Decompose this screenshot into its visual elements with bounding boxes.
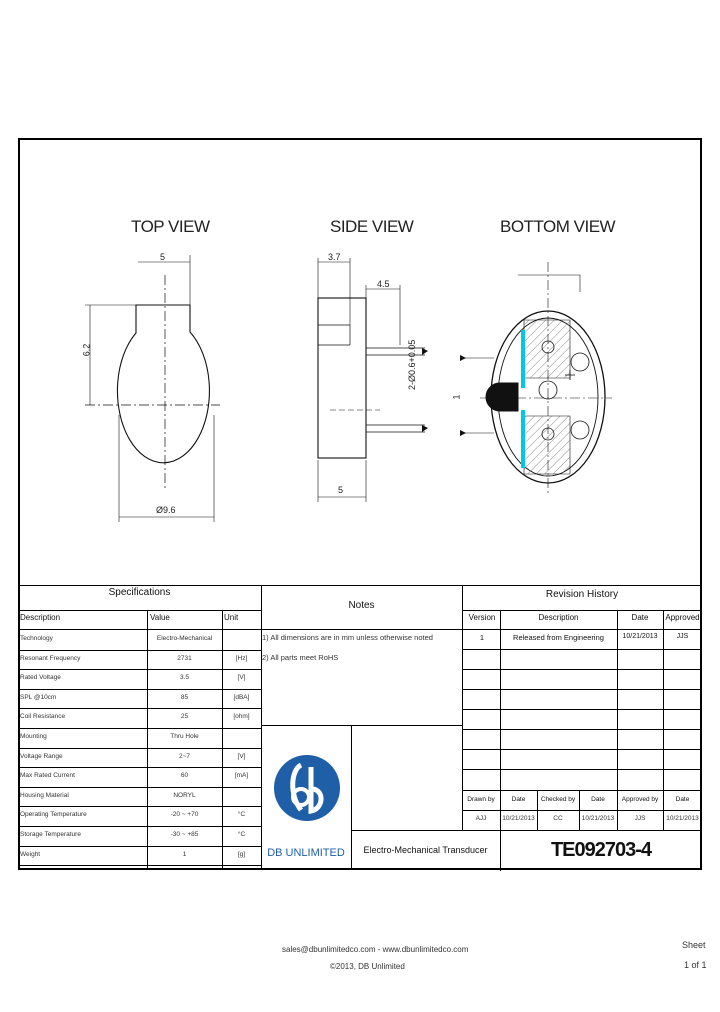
specs-col-value: Value [150, 613, 170, 622]
db-logo-icon [261, 725, 351, 845]
drawn-by: AJJ [475, 815, 487, 822]
spec-cell-v: 60 [180, 772, 189, 780]
spec-cell-u: [dBA] [233, 693, 250, 701]
spec-cell-v: Electro-Mechanical [156, 635, 213, 642]
checked-by-label: Checked by [540, 796, 576, 803]
revision-row-line [462, 629, 702, 630]
revision-row-line [462, 709, 702, 710]
drawn-by-label: Drawn by [467, 796, 495, 803]
revision-col-approved: Approved [665, 613, 700, 622]
signoff-block [462, 790, 702, 831]
note-line-2: 2) All parts meet RoHS [262, 653, 339, 662]
dim-top-height: 6.2 [81, 343, 92, 357]
revision-title: Revision History [545, 589, 619, 600]
dim-bottom-left: 1 [451, 394, 462, 400]
checked-by: CC [553, 815, 563, 822]
spec-row-line [18, 865, 261, 866]
revision-col-version: Version [468, 613, 496, 622]
dim-top-diameter: Ø9.6 [156, 505, 176, 515]
notes-header-line [261, 629, 462, 630]
spec-cell-d: Max Rated Current [20, 772, 75, 780]
spec-cell-d: Rated Voltage [20, 674, 61, 682]
spec-cell-v: 3.5 [179, 674, 190, 682]
top-view-title: TOP VIEW [131, 217, 210, 236]
spec-cell-d: Weight [20, 850, 41, 858]
specs-col-unit: Unit [224, 613, 239, 622]
spec-cell-u: [mA] [234, 772, 249, 780]
revision-approved: JJS [676, 633, 689, 640]
spec-cell-d: Housing Material [20, 791, 69, 799]
revision-row-line [462, 669, 702, 670]
spec-cell-v: 1 [182, 850, 187, 858]
revision-version: 1 [479, 633, 485, 642]
revision-col-description: Description [538, 613, 579, 622]
spec-cell-d: Technology [20, 635, 53, 642]
top-view [85, 255, 220, 522]
spec-cell-v: -20 ~ +70 [170, 811, 199, 819]
checked-date-label: Date [591, 796, 605, 803]
specs-rows-top [18, 629, 261, 630]
signoff-mid-line [462, 810, 702, 811]
logo-block [261, 725, 352, 870]
spec-cell-v: NORYL [173, 791, 196, 799]
footer-copyright: ©2013, DB Unlimited [330, 962, 405, 971]
drawn-date-label: Date [511, 796, 526, 803]
spec-cell-u: [g] [237, 850, 246, 858]
spec-cell-v: 85 [180, 693, 189, 701]
notes-title: Notes [348, 600, 375, 611]
revision-block [462, 585, 702, 790]
revision-date: 10/21/2013 [622, 633, 658, 640]
spec-row-line [18, 767, 261, 768]
spec-cell-v: 2731 [177, 654, 192, 662]
approved-date-label: Date [675, 796, 690, 803]
revision-row-line [462, 649, 702, 650]
dim-side-bottom: 5 [338, 485, 344, 495]
spec-row-line [18, 728, 261, 729]
spec-row-line [18, 650, 261, 651]
specifications-block [18, 585, 262, 870]
part-description: Electro-Mechanical Transducer [363, 845, 488, 855]
notes-block [261, 585, 463, 726]
spec-cell-v: 2~7 [178, 752, 191, 760]
revision-col-date: Date [631, 613, 649, 622]
footer-contact[interactable]: sales@dbunlimitedco.com - www.dbunlimitedco.com [282, 945, 469, 954]
revision-row-line [462, 689, 702, 690]
spec-cell-d: SPL @10cm [20, 693, 57, 701]
spec-row-line [18, 689, 261, 690]
approved-by-label: Approved by [621, 796, 659, 803]
checked-date: 10/21/2013 [581, 815, 615, 822]
revision-row-line [462, 749, 702, 750]
spec-cell-d: Resonant Frequency [20, 654, 81, 662]
note-line-1: 1) All dimensions are in mm unless otherwise noted [262, 633, 433, 642]
spec-row-line [18, 826, 261, 827]
revision-row-line [462, 729, 702, 730]
spec-cell-u: [ohm] [233, 713, 250, 721]
dim-side-pin: 4.5 [377, 279, 390, 289]
revision-row-line [462, 769, 702, 770]
spec-cell-v: 25 [180, 713, 189, 721]
approved-by: JJS [634, 815, 646, 822]
sheet-label: Sheet [682, 940, 706, 950]
dim-top-width: 5 [160, 252, 166, 262]
specs-col-description: Description [20, 613, 61, 622]
spec-cell-d: Mounting [20, 733, 47, 740]
spec-cell-u: [V] [237, 674, 246, 682]
spec-cell-d: Storage Temperature [20, 831, 81, 838]
spec-row-line [18, 748, 261, 749]
part-number: TE092703-4 [550, 839, 652, 861]
spec-cell-u: °C [237, 831, 246, 838]
spec-row-line [18, 787, 261, 788]
spec-cell-u: [V] [237, 752, 246, 760]
spec-row-line [18, 846, 261, 847]
spec-cell-d: Coil Resistance [20, 713, 66, 721]
dim-side-top: 3.7 [328, 252, 341, 262]
spec-row-line [18, 669, 261, 670]
part-block [351, 830, 702, 871]
side-view-title: SIDE VIEW [330, 217, 414, 236]
spec-row-line [18, 708, 261, 709]
specs-header-line [18, 610, 261, 611]
spec-row-line [18, 806, 261, 807]
spec-cell-u: [Hz] [235, 654, 248, 662]
bottom-view [460, 262, 612, 495]
logo-text: DB UNLIMITED [267, 847, 345, 859]
drawn-date: 10/21/2013 [502, 815, 535, 822]
sheet-value: 1 of 1 [684, 960, 707, 970]
revision-description: Released from Engineering [513, 633, 604, 642]
part-spacer [351, 725, 463, 830]
spec-cell-d: Operating Temperature [20, 811, 87, 819]
spec-cell-u: °C [237, 811, 246, 819]
bottom-view-title: BOTTOM VIEW [500, 217, 616, 236]
spec-cell-v: Thru Hole [170, 733, 199, 740]
revision-header-line [462, 610, 702, 611]
dim-side-pins: 2-Ø0.6+0.05 [407, 339, 417, 390]
spec-cell-v: -30 ~ +85 [170, 831, 199, 838]
approved-date: 10/21/2013 [666, 815, 699, 822]
specs-title: Specifications [108, 587, 171, 598]
spec-cell-d: Voltage Range [20, 752, 63, 760]
